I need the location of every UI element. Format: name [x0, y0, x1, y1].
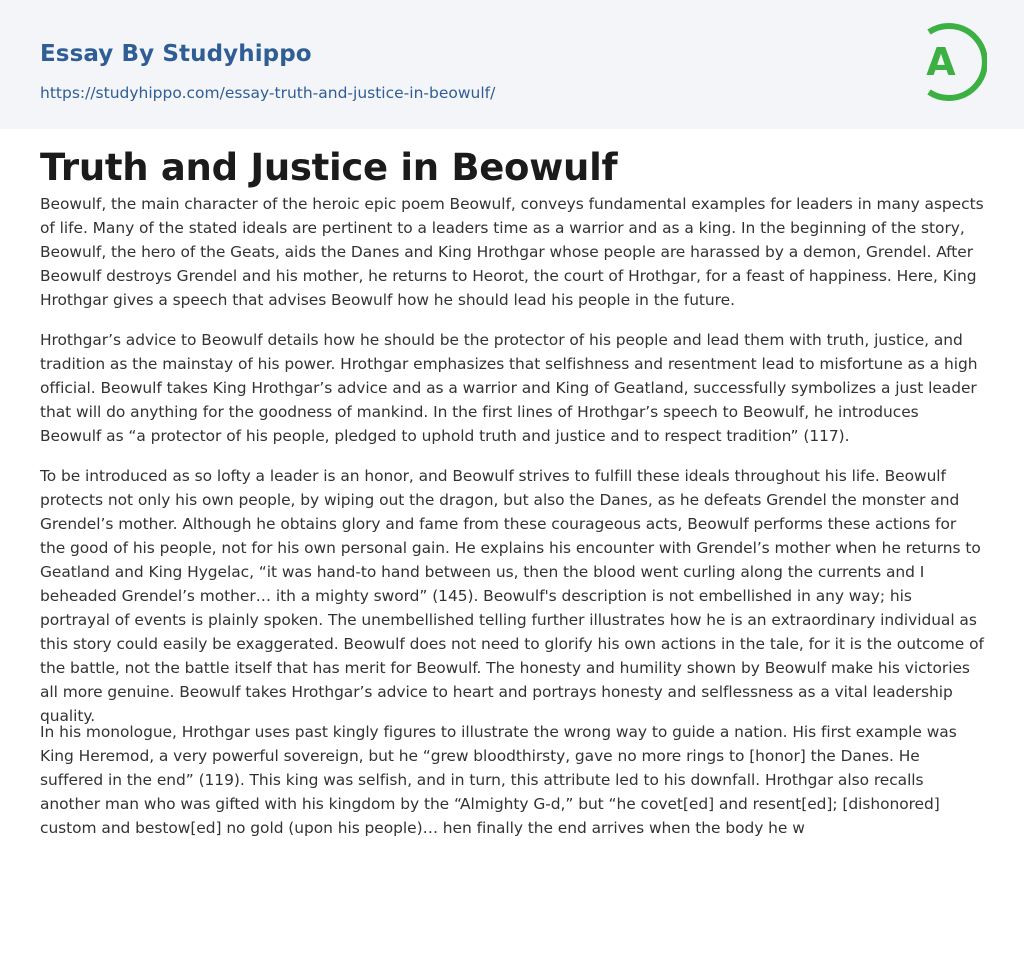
article-title: Truth and Justice in Beowulf — [40, 146, 618, 189]
page-header — [0, 0, 1024, 129]
article — [0, 129, 1024, 840]
essay-url-link[interactable]: https://studyhippo.com/essay-truth-and-justice-in-beowulf/ — [40, 84, 496, 102]
article-paragraph-3: To be introduced as so lofty a leader is an honor, and Beowulf strives to fulfill these ideals throughout his life. Beowulf protects not only his own people, by wiping out the dragon, but also the Danes, as he defeats Grendel the monster and Grendel’s mother. Although he obtains glory and fame from these courageous acts, Beowulf performs these actions for the good of his people, not for his own personal gain. He explains his encounter with Grendel’s mother when he returns to Geatland and King Hygelac, “it was hand-to hand between us, then the blood went curling along the currents and I beheaded Grendel’s mother… ith a mighty sword” (145). Beowulf's description is not embellished in any way; his portrayal of events is plainly spoken. The unembellished telling further illustrates how he is an extraordinary individual as this story could easily be exaggerated. Beowulf does not need to glorify his own actions in the tale, for it is the outcome of the battle, not the battle itself that has merit for Beowulf. The honesty and humility shown by Beowulf make his victories all more genuine. Beowulf takes Hrothgar’s advice to heart and portrays honesty and selflessness as a vital leadership quality. — [40, 467, 984, 725]
article-paragraph-1: Beowulf, the main character of the heroic epic poem Beowulf, conveys fundamental examples for leaders in many aspects of life. Many of the stated ideals are pertinent to a leaders time as a warrior and as a king. In the beginning of the story, Beowulf, the hero of the Geats, aids the Danes and King Hrothgar whose people are harassed by a demon, Grendel. After Beowulf destroys Grendel and his mother, he returns to Heorot, the court of Hrothgar, for a feast of happiness. Here, King Hrothgar gives a speech that advises Beowulf how he should lead his people in the future. — [40, 195, 984, 309]
article-paragraph-4: In his monologue, Hrothgar uses past kingly figures to illustrate the wrong way to guide a nation. His first example was King Heremod, a very powerful sovereign, but he “grew bloodthirsty, gave no more rings to [honor] the Danes. He suffered in the end” (119). This king was selfish, and in turn, this attribute led to his downfall. Hrothgar also recalls another man who was gifted with his kingdom by the “Almighty G-d,” but “he covet[ed] and resent[ed]; [dishonored] custom and bestow[ed] no gold (upon his people)… hen finally the end arrives when the body he w — [40, 723, 957, 837]
brand-title[interactable]: Essay By Studyhippo — [40, 41, 312, 67]
studyhippo-logo-icon[interactable] — [911, 19, 987, 105]
logo-letter: A — [926, 40, 956, 84]
article-paragraph-2: Hrothgar’s advice to Beowulf details how he should be the protector of his people and lead them with truth, justice, and tradition as the mainstay of his power. Hrothgar emphasizes that selfishness and resentment lead to misfortune as a high official. Beowulf takes King Hrothgar’s advice and as a warrior and King of Geatland, successfully symbolizes a just leader that will do anything for the goodness of mankind. In the first lines of Hrothgar’s speech to Beowulf, he introduces Beowulf as “a protector of his people, pledged to uphold truth and justice and to respect tradition” (117). — [40, 331, 978, 445]
